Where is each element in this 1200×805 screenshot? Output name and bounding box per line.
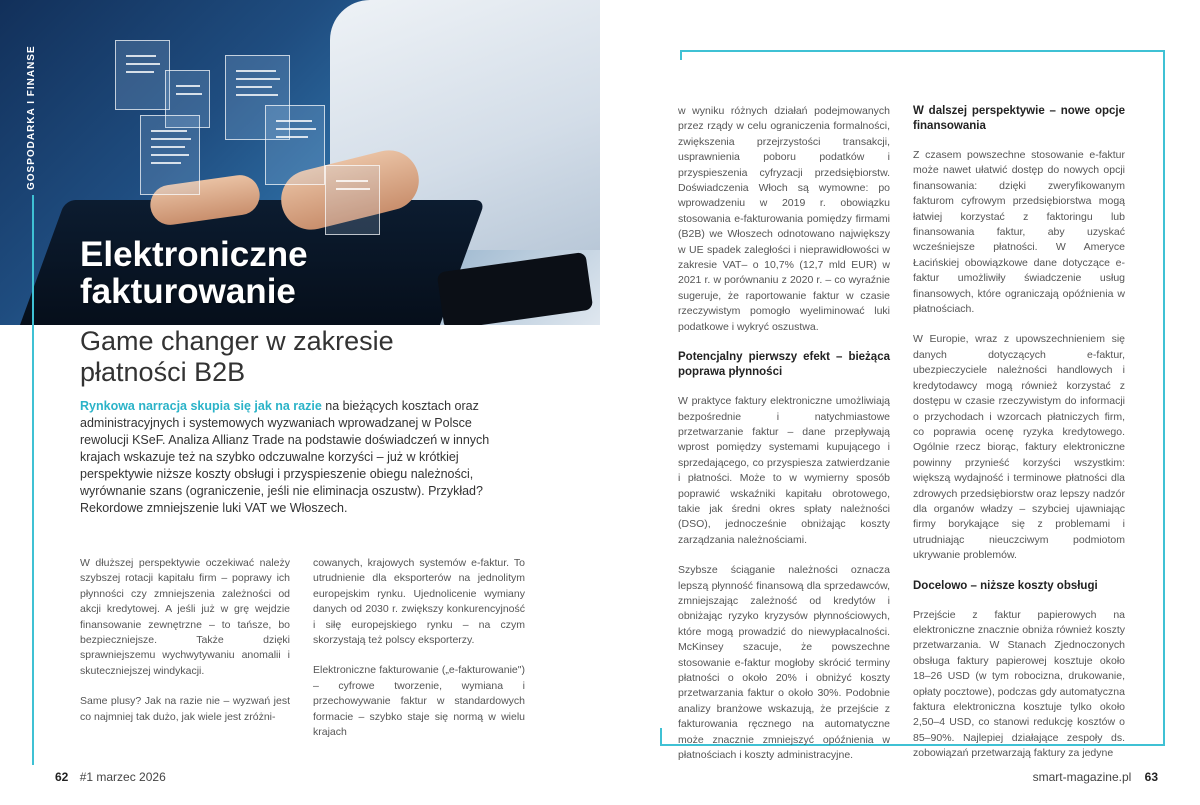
frame-tick-top <box>680 50 682 60</box>
frame-tick-left <box>660 728 662 746</box>
paragraph: W dłuższej perspektywie oczekiwać należy szybszej rotacji kapitału firm – poprawy ich płynności czy zmniejszenia zależności od akcji kredytowej. A jeśli już w grę wejdzie finansowanie zewnętrzne – to tańsze, bo bezpieczniejsze. Także dzięki sprawniejszemu wychwytywaniu anomalii i skuteczniejszej windykacji. <box>80 557 290 677</box>
right-page <box>600 0 1200 805</box>
left-column-2 <box>313 556 525 755</box>
right-column-2 <box>913 104 1125 777</box>
paragraph: Elektroniczne fakturowanie („e-fakturowanie") – cyfrowe tworzenie, wymiana i przechowywanie faktur w standardowych formacie – szybko staje się normą w wielu krajach <box>313 664 525 739</box>
right-column-1 <box>678 104 890 778</box>
article-lead <box>80 398 520 517</box>
paragraph: Same plusy? Jak na razie nie – wyzwań jest co najmniej tak dużo, jak wiele jest zróżni- <box>80 695 290 723</box>
page-number: 62 <box>55 770 69 784</box>
site-url[interactable]: smart-magazine.pl <box>1032 770 1132 784</box>
page-number: 63 <box>1144 770 1158 784</box>
paragraph: W praktyce faktury elektroniczne umożliwiają bezpośrednie i natychmiastowe przetwarzanie faktur – dane przepływają wprost pomiędzy systemami kupującego i sprzedającego, co przyspiesza zatwierdzanie i płatności. Może to w wymierny sposób poprawić wskaźniki kapitału obrotowego, takie jak średni okres spłaty należności (DSO), jednocześnie obniżając koszty zarządzania należnościami. <box>678 395 890 546</box>
paragraph: Przejście z faktur papierowych na elektroniczne znacznie obniża również koszty przetwarzania. W Stanach Zjednoczonych obsługa faktury papierowej kosztuje około 18–26 USD (w tym robocizna, drukowanie, opłaty pocztowe), podczas gdy automatyczna faktura elektroniczna kosztuje tylko około 2,50–4 USD, co stanowi redukcję kosztów o 85–90%. Najlepiej działające zespoły ds. zobowiązań przetwarzają faktury za jedyne <box>913 608 1125 760</box>
frame-line-right <box>1163 50 1165 746</box>
issue-label: #1 marzec 2026 <box>79 770 166 784</box>
paragraph: cowanych, krajowych systemów e-faktur. To utrudnienie dla eksporterów na jednolitym europejskim rynku. Ujednolicenie wymiany danych od 2030 r. zwiększy konkurencyjność i siłę europejskiego rynku – na czym skorzystają też polscy eksporterzy. <box>313 557 525 647</box>
section-heading: Docelowo – niższe koszty obsługi <box>913 579 1098 592</box>
document-stack-icon <box>115 40 170 110</box>
accent-side-line <box>32 195 34 765</box>
section-heading: Potencjalny pierwszy efekt – bieżąca poprawa płynności <box>678 351 890 379</box>
paragraph: Szybsze ściąganie należności oznacza lepszą płynność finansową dla sprzedawców, zmniejszając zależność od kredytów i obniżając ryzyko kryzysów płynnościowych, które mogą prowadzić do niewypłacalności. McKinsey szacuje, że powszechne stosowanie e-faktur mogłoby skrócić terminy płatności o około 20% i obniżyć koszty przetwarzania faktur o około 30%. Podobnie analizy branżowe wskazują, że przejście z fakturowania ręcznego na automatyczne może znacznie zmniejszyć opóźnienia w płatnościach i koszty administracyjne. <box>678 564 890 762</box>
section-heading: W dalszej perspektywie – nowe opcje finansowania <box>913 105 1125 132</box>
article-title: Elektroniczne fakturowanie <box>80 235 308 311</box>
paragraph: W Europie, wraz z upowszechnieniem się danych dotyczących e-faktur, ubezpieczyciele należności handlowych i kredytodawcy mogą również korzystać z dostępu w czasie rzeczywistym do informacji o przychodach i wzorcach płatniczych firm, co poprawia ocenę ryzyka kredytowego. Ogólnie rzecz biorąc, faktury elektroniczne powinny przynieść korzyści wszystkim: większą wydajność i terminowe płatności dla zdrowych przedsiębiorstw oraz lepszy nadzór dla organów władzy – szybciej ujawniając firmy borykające się z problemami i utrudniając nieuczciwym podmiotom ukrywanie problemów. <box>913 333 1125 562</box>
document-icon <box>265 105 325 185</box>
document-icon <box>140 115 200 195</box>
footer-right <box>1033 770 1158 784</box>
section-tab <box>26 30 40 190</box>
footer-left <box>55 770 166 784</box>
left-column-1 <box>80 556 290 740</box>
document-icon <box>325 165 380 235</box>
section-tab-label: GOSPODARKA I FINANSE <box>26 45 37 190</box>
paragraph: Z czasem powszechne stosowanie e-faktur może nawet ułatwić dostęp do nowych opcji finansowania: dzięki zweryfikowanym fakturom cyfrowym przedsiębiorstwa mogą łatwiej korzystać z faktoringu lub finansowania faktur, aby uzyskać wcześniejsze płatności. W Ameryce Łacińskiej obowiązkowe dane dotyczące e-faktur umożliwiły świadczenie usług finansowych, które ograniczają opóźnienia w płatnościach. <box>913 149 1125 316</box>
lead-highlight: Rynkowa narracja skupia się jak na razie <box>80 399 322 413</box>
article-subtitle: Game changer w zakresie płatności B2B <box>80 326 394 387</box>
frame-line-top <box>680 50 1165 52</box>
paragraph: w wyniku różnych działań podejmowanych przez rządy w celu ograniczenia formalności, zwiększenia przejrzystości transakcji, usprawnienia poboru podatków i przyspieszenia cyfryzacji przedsiębiorstw. Doświadczenia Włoch są wymowne: po wprowadzeniu w 2019 r. obowiązku stosowania e-fakturowania pomiędzy firmami (B2B) we Włoszech odnotowano największy w UE spadek zaległości i nieprawidłowości w zakresie VAT– o 10,7% (12,7 mld EUR) w 2021 r. w porównaniu z 2020 r. – co wyraźnie sugeruje, że raportowanie faktur w czasie rzeczywistym pomogło wyeliminować luki podatkowe i wykryć oszustwa. <box>678 105 890 333</box>
lead-text: na bieżących kosztach oraz administracyjnych i systemowych wyzwaniach wprowadzanej w Polsce rewolucji KSeF. Analiza Allianz Trade na podstawie doświadczeń w innych krajach wskazuje też na szybko odczuwalne korzyści – już w krótkiej perspektywie niższe koszty obsługi i przyspieszenie obiegu należności, wyrównanie szans (ograniczenie, jeśli nie eliminacja oszustw). Przykład? Rekordowe zmniejszenie luki VAT we Włoszech. <box>80 399 490 515</box>
